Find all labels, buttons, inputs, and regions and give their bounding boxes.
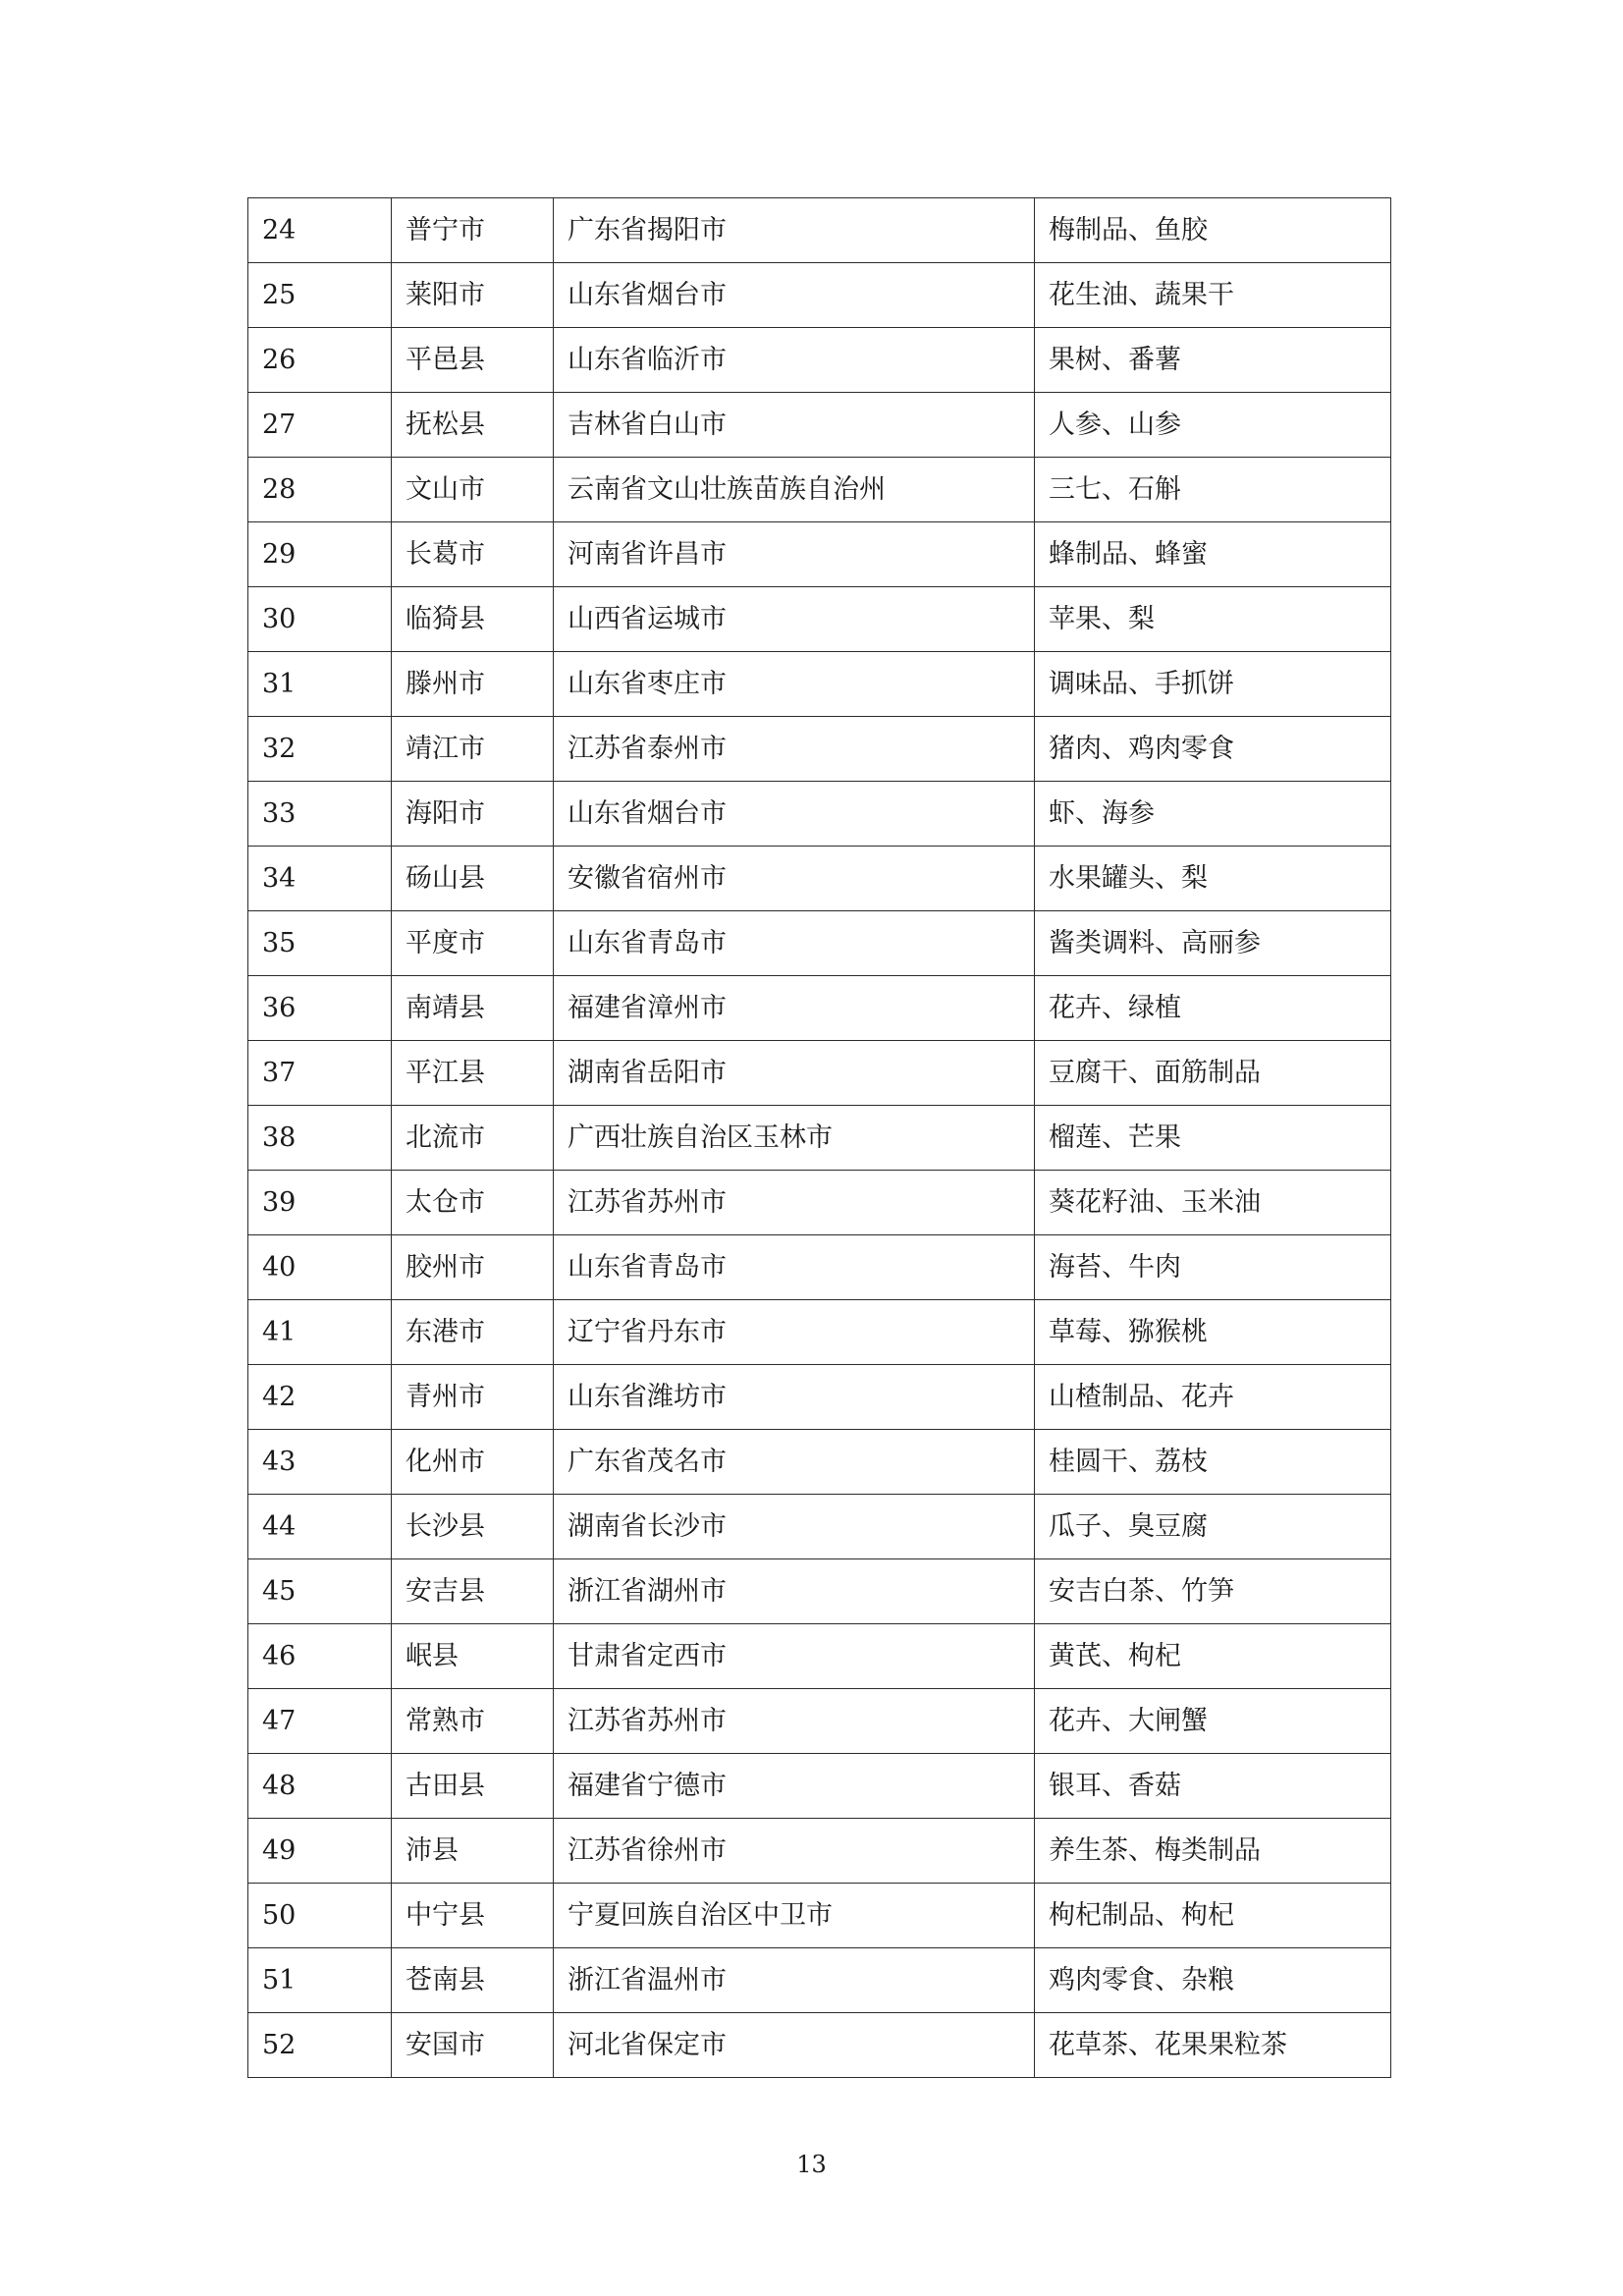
- row-number-cell: 37: [248, 1041, 392, 1106]
- table-row: [248, 847, 1391, 911]
- products-cell: 银耳、香菇: [1035, 1754, 1391, 1819]
- region-cell: 辽宁省丹东市: [554, 1300, 1035, 1365]
- county-name-cell: 砀山县: [392, 847, 554, 911]
- county-name-cell: 平度市: [392, 911, 554, 976]
- row-number-cell: 39: [248, 1171, 392, 1235]
- region-cell: 浙江省湖州市: [554, 1559, 1035, 1624]
- table-row: [248, 458, 1391, 522]
- region-cell: 江苏省徐州市: [554, 1819, 1035, 1884]
- row-number-cell: 38: [248, 1106, 392, 1171]
- table-row: [248, 911, 1391, 976]
- county-name-cell: 北流市: [392, 1106, 554, 1171]
- county-name-cell: 沛县: [392, 1819, 554, 1884]
- products-cell: 人参、山参: [1035, 393, 1391, 458]
- table-row: [248, 1495, 1391, 1559]
- page-number: 13: [796, 2151, 827, 2178]
- products-cell: 榴莲、芒果: [1035, 1106, 1391, 1171]
- region-cell: 甘肃省定西市: [554, 1624, 1035, 1689]
- region-cell: 湖南省长沙市: [554, 1495, 1035, 1559]
- table-row: [248, 393, 1391, 458]
- table-row: [248, 652, 1391, 717]
- row-number-cell: 36: [248, 976, 392, 1041]
- county-name-cell: 南靖县: [392, 976, 554, 1041]
- products-cell: 虾、海参: [1035, 782, 1391, 847]
- county-name-cell: 海阳市: [392, 782, 554, 847]
- county-name-cell: 苍南县: [392, 1948, 554, 2013]
- region-cell: 山东省潍坊市: [554, 1365, 1035, 1430]
- county-name-cell: 化州市: [392, 1430, 554, 1495]
- table-row: [248, 198, 1391, 263]
- table-row: [248, 976, 1391, 1041]
- county-name-cell: 东港市: [392, 1300, 554, 1365]
- table-row: [248, 1884, 1391, 1948]
- table-row: [248, 328, 1391, 393]
- products-cell: 花草茶、花果果粒茶: [1035, 2013, 1391, 2078]
- county-name-cell: 胶州市: [392, 1235, 554, 1300]
- county-name-cell: 古田县: [392, 1754, 554, 1819]
- row-number-cell: 48: [248, 1754, 392, 1819]
- products-cell: 山楂制品、花卉: [1035, 1365, 1391, 1430]
- region-cell: 广东省揭阳市: [554, 198, 1035, 263]
- table-row: [248, 782, 1391, 847]
- region-cell: 江苏省苏州市: [554, 1171, 1035, 1235]
- region-cell: 江苏省苏州市: [554, 1689, 1035, 1754]
- row-number-cell: 49: [248, 1819, 392, 1884]
- products-cell: 酱类调料、高丽参: [1035, 911, 1391, 976]
- county-name-cell: 安吉县: [392, 1559, 554, 1624]
- region-cell: 福建省漳州市: [554, 976, 1035, 1041]
- products-cell: 草莓、猕猴桃: [1035, 1300, 1391, 1365]
- products-cell: 花卉、绿植: [1035, 976, 1391, 1041]
- region-cell: 湖南省岳阳市: [554, 1041, 1035, 1106]
- products-cell: 蜂制品、蜂蜜: [1035, 522, 1391, 587]
- products-cell: 养生茶、梅类制品: [1035, 1819, 1391, 1884]
- region-cell: 山东省烟台市: [554, 263, 1035, 328]
- table-row: [248, 587, 1391, 652]
- products-cell: 调味品、手抓饼: [1035, 652, 1391, 717]
- row-number-cell: 28: [248, 458, 392, 522]
- region-cell: 山东省烟台市: [554, 782, 1035, 847]
- products-cell: 三七、石斛: [1035, 458, 1391, 522]
- county-name-cell: 文山市: [392, 458, 554, 522]
- products-cell: 苹果、梨: [1035, 587, 1391, 652]
- table-body: [248, 198, 1391, 2078]
- region-cell: 山东省青岛市: [554, 1235, 1035, 1300]
- products-cell: 枸杞制品、枸杞: [1035, 1884, 1391, 1948]
- products-cell: 花卉、大闸蟹: [1035, 1689, 1391, 1754]
- county-name-cell: 普宁市: [392, 198, 554, 263]
- table-row: [248, 1819, 1391, 1884]
- products-cell: 瓜子、臭豆腐: [1035, 1495, 1391, 1559]
- row-number-cell: 32: [248, 717, 392, 782]
- region-cell: 安徽省宿州市: [554, 847, 1035, 911]
- county-name-cell: 常熟市: [392, 1689, 554, 1754]
- row-number-cell: 42: [248, 1365, 392, 1430]
- row-number-cell: 50: [248, 1884, 392, 1948]
- row-number-cell: 46: [248, 1624, 392, 1689]
- county-name-cell: 莱阳市: [392, 263, 554, 328]
- table-row: [248, 717, 1391, 782]
- row-number-cell: 26: [248, 328, 392, 393]
- products-cell: 猪肉、鸡肉零食: [1035, 717, 1391, 782]
- county-name-cell: 平邑县: [392, 328, 554, 393]
- table-row: [248, 1171, 1391, 1235]
- county-name-cell: 长沙县: [392, 1495, 554, 1559]
- row-number-cell: 29: [248, 522, 392, 587]
- products-cell: 葵花籽油、玉米油: [1035, 1171, 1391, 1235]
- region-cell: 山东省临沂市: [554, 328, 1035, 393]
- county-name-cell: 靖江市: [392, 717, 554, 782]
- row-number-cell: 45: [248, 1559, 392, 1624]
- row-number-cell: 40: [248, 1235, 392, 1300]
- region-cell: 广东省茂名市: [554, 1430, 1035, 1495]
- table-row: [248, 1430, 1391, 1495]
- county-name-cell: 中宁县: [392, 1884, 554, 1948]
- table-row: [248, 1689, 1391, 1754]
- region-cell: 山东省枣庄市: [554, 652, 1035, 717]
- region-cell: 宁夏回族自治区中卫市: [554, 1884, 1035, 1948]
- products-cell: 鸡肉零食、杂粮: [1035, 1948, 1391, 2013]
- products-cell: 海苔、牛肉: [1035, 1235, 1391, 1300]
- region-cell: 广西壮族自治区玉林市: [554, 1106, 1035, 1171]
- region-cell: 河北省保定市: [554, 2013, 1035, 2078]
- row-number-cell: 27: [248, 393, 392, 458]
- region-cell: 云南省文山壮族苗族自治州: [554, 458, 1035, 522]
- table-row: [248, 1365, 1391, 1430]
- products-cell: 梅制品、鱼胶: [1035, 198, 1391, 263]
- row-number-cell: 41: [248, 1300, 392, 1365]
- county-name-cell: 长葛市: [392, 522, 554, 587]
- table-row: [248, 1041, 1391, 1106]
- county-name-cell: 岷县: [392, 1624, 554, 1689]
- row-number-cell: 30: [248, 587, 392, 652]
- table-row: [248, 263, 1391, 328]
- table-row: [248, 522, 1391, 587]
- table-row: [248, 2013, 1391, 2078]
- region-cell: 河南省许昌市: [554, 522, 1035, 587]
- county-name-cell: 滕州市: [392, 652, 554, 717]
- county-name-cell: 抚松县: [392, 393, 554, 458]
- table-row: [248, 1559, 1391, 1624]
- row-number-cell: 51: [248, 1948, 392, 2013]
- region-cell: 江苏省泰州市: [554, 717, 1035, 782]
- products-cell: 豆腐干、面筋制品: [1035, 1041, 1391, 1106]
- region-cell: 吉林省白山市: [554, 393, 1035, 458]
- region-cell: 山西省运城市: [554, 587, 1035, 652]
- county-name-cell: 青州市: [392, 1365, 554, 1430]
- region-cell: 浙江省温州市: [554, 1948, 1035, 2013]
- products-cell: 水果罐头、梨: [1035, 847, 1391, 911]
- products-cell: 花生油、蔬果干: [1035, 263, 1391, 328]
- table-row: [248, 1754, 1391, 1819]
- row-number-cell: 31: [248, 652, 392, 717]
- row-number-cell: 44: [248, 1495, 392, 1559]
- region-cell: 福建省宁德市: [554, 1754, 1035, 1819]
- region-cell: 山东省青岛市: [554, 911, 1035, 976]
- county-name-cell: 安国市: [392, 2013, 554, 2078]
- row-number-cell: 35: [248, 911, 392, 976]
- county-name-cell: 太仓市: [392, 1171, 554, 1235]
- table-row: [248, 1300, 1391, 1365]
- table-row: [248, 1948, 1391, 2013]
- county-name-cell: 平江县: [392, 1041, 554, 1106]
- products-cell: 黄芪、枸杞: [1035, 1624, 1391, 1689]
- county-products-table: [247, 197, 1391, 2078]
- county-name-cell: 临猗县: [392, 587, 554, 652]
- table-row: [248, 1624, 1391, 1689]
- table-row: [248, 1235, 1391, 1300]
- row-number-cell: 47: [248, 1689, 392, 1754]
- row-number-cell: 34: [248, 847, 392, 911]
- row-number-cell: 33: [248, 782, 392, 847]
- products-cell: 安吉白茶、竹笋: [1035, 1559, 1391, 1624]
- products-cell: 果树、番薯: [1035, 328, 1391, 393]
- row-number-cell: 25: [248, 263, 392, 328]
- row-number-cell: 52: [248, 2013, 392, 2078]
- row-number-cell: 24: [248, 198, 392, 263]
- table-row: [248, 1106, 1391, 1171]
- row-number-cell: 43: [248, 1430, 392, 1495]
- products-cell: 桂圆干、荔枝: [1035, 1430, 1391, 1495]
